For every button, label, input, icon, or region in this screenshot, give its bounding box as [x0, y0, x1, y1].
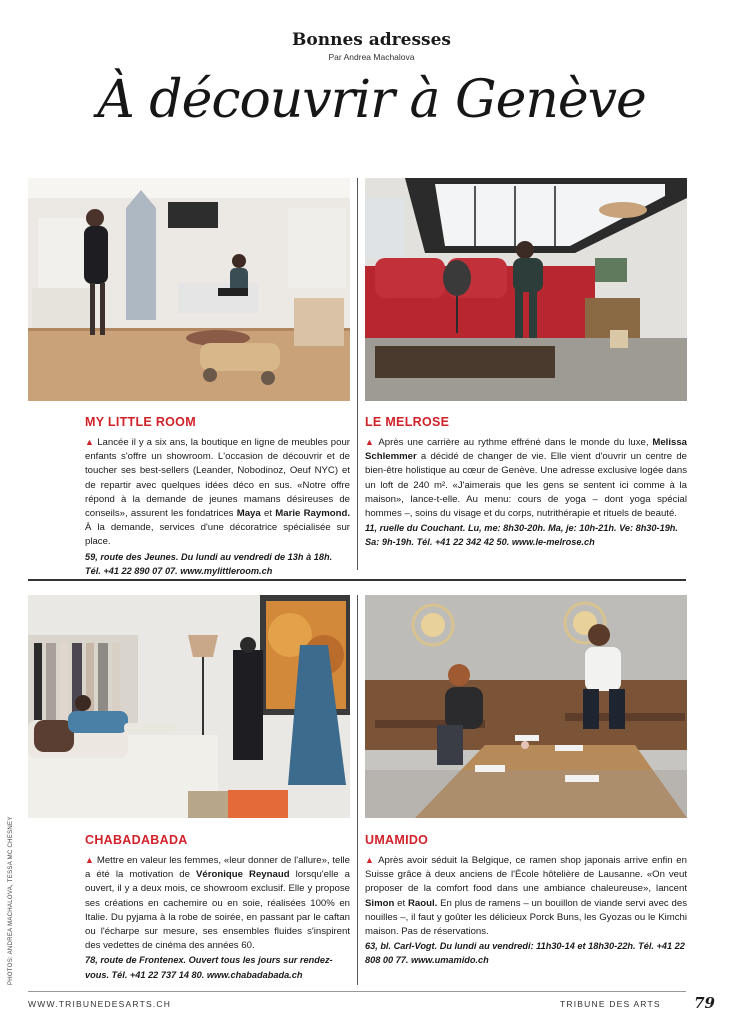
triangle-icon: ▲ — [85, 437, 95, 447]
entry-description: ▲ Lancée il y a six ans, la boutique en ligne de meubles pour enfants s'offre un showroom. L'occasion de découvrir et de toucher ses best-sellers (Leander, Nobodinoz, Oeuf NYC) et de repartir avec quelques idées déco en sus. «Notre offre répond à la demande de jeunes mamans désireuses de conseils», assurent les fondatrices Maya et Marie Raymond. À la demande, services d'une décoratrice spécialisée sur place. — [85, 437, 350, 548]
byline: Par Andrea Machalova — [328, 52, 415, 62]
page-number: 79 — [694, 994, 715, 1012]
entry-info: 11, ruelle du Couchant. Lu, me: 8h30-20h. Ma, je: 10h-21h. Ve: 8h30-19h. Sa: 9h-19h. Tél. +41 22 342 42 50. www.le-melrose.ch — [365, 523, 678, 548]
triangle-icon: ▲ — [365, 855, 375, 865]
entry-le-melrose — [365, 415, 687, 550]
photo-umamido — [365, 595, 687, 818]
footer-publication: TRIBUNE DES ARTS — [560, 999, 661, 1009]
triangle-icon: ▲ — [365, 437, 376, 447]
section-divider — [28, 579, 686, 581]
column-divider — [357, 595, 358, 985]
triangle-icon: ▲ — [85, 855, 95, 865]
entry-umamido — [365, 833, 687, 968]
entry-description: ▲ Après une carrière au rythme effréné dans le monde du luxe, Melissa Schlemmer a décidé de changer de vie. Elle vient d'ouvrir un centre de bien-être holistique au cœur de Genève. Une adresse exclusive logée dans un loft de 240 m². «J'aimerais que les gens se sentent ici comme à la maison», lance-t-elle. Au menu: cours de yoga – dont yoga spécial hommes –, soins du visage et du corps, nutrithérapie et rituels de beauté. — [365, 437, 687, 520]
entry-description: ▲ Mettre en valeur les femmes, «leur donner de l'allure», telle a été la motivation de Véronique Reynaud lorsqu'elle a ouvert, il y a deux mois, ce showroom exclusif. Elle y propose ses créations en cachemire ou en soie, réalisées 100% en Italie. Du pyjama à la robe de soirée, en passant par le caftan ou l'écharpe sur mesure, ses ensembles fluides s'inspirent des vedettes de cinéma des années 60. — [85, 855, 350, 952]
entry-info: 78, route de Frontenex. Ouvert tous les jours sur rendez-vous. Tél. +41 22 737 14 80. www.chabadabada.ch — [85, 955, 333, 980]
entry-info: 63, bl. Carl-Vogt. Du lundi au vendredi: 11h30-14 et 18h30-22h. Tél. +41 22 808 00 77. www.umamido.ch — [365, 941, 685, 966]
entry-description: ▲ Après avoir séduit la Belgique, ce ramen shop japonais arrive enfin en Suisse grâce à deux anciens de l'École hôtelière de Lausanne. «On veut proposer de la comfort food dans une ambiance chaleureuse», lancent Simon et Raoul. En plus de ramens – un bouillon de viande servi avec des nouilles –, il faut y goûter les délicieux Porck Buns, les Gyozas ou le Kimchi maison. Pas de réservations. — [365, 855, 687, 938]
entry-name: UMAMIDO — [365, 833, 429, 847]
photo-my-little-room — [28, 178, 350, 401]
entry-my-little-room — [85, 415, 350, 578]
entry-chabadabada — [85, 833, 350, 982]
section-label: Bonnes adresses — [292, 30, 451, 50]
footer-rule — [28, 991, 686, 992]
photo-credit: PHOTOS: ANDREA MACHALOVA, TESSA MC CHESNEY — [8, 816, 14, 985]
photo-chabadabada — [28, 595, 350, 818]
entry-name: CHABADABADA — [85, 833, 188, 847]
entry-name: LE MELROSE — [365, 415, 450, 429]
column-divider — [357, 178, 358, 570]
entry-name: MY LITTLE ROOM — [85, 415, 196, 429]
footer-website[interactable]: WWW.TRIBUNEDESARTS.CH — [28, 999, 172, 1009]
page-title: À découvrir à Genève — [97, 70, 646, 130]
photo-le-melrose — [365, 178, 687, 401]
entry-info: 59, route des Jeunes. Du lundi au vendredi de 13h à 18h. Tél. +41 22 890 07 07. www.mylittleroom.ch — [85, 551, 333, 576]
